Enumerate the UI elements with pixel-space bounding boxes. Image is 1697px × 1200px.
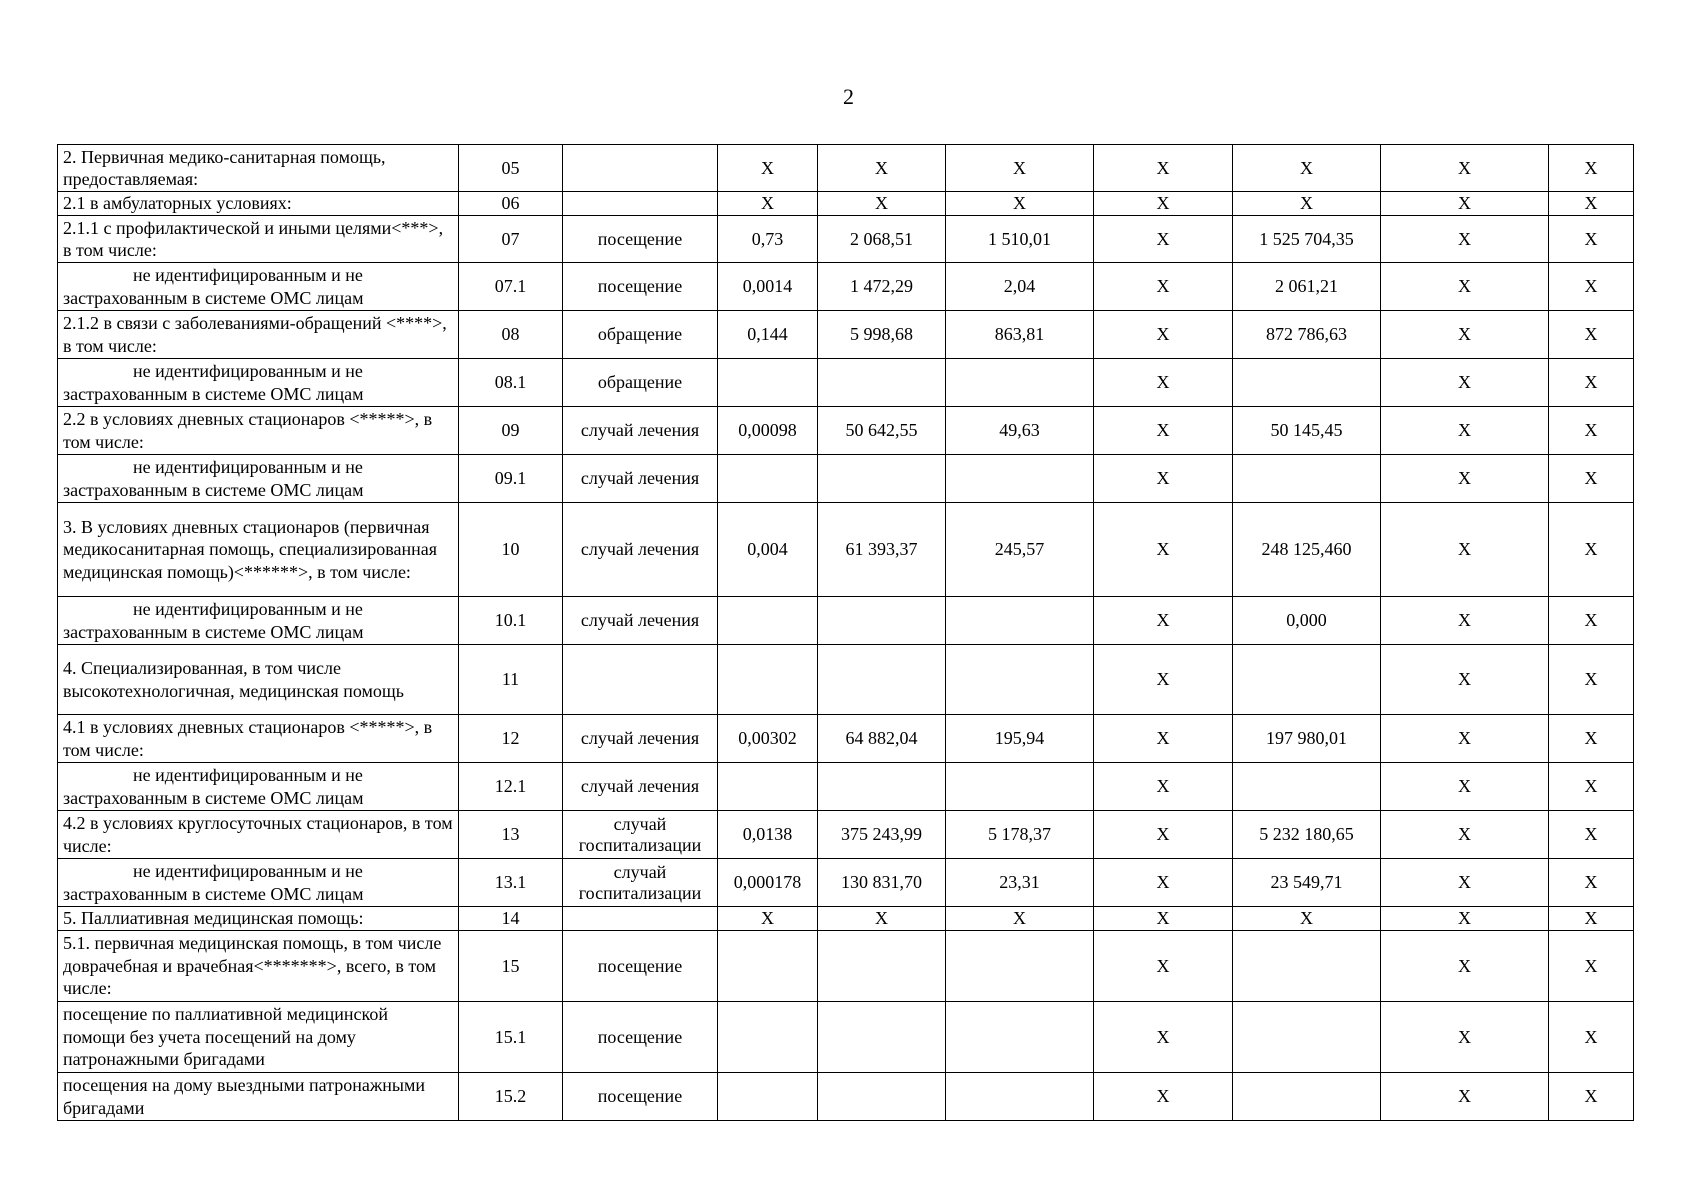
value-cell (946, 763, 1094, 811)
value-cell: X (1549, 859, 1634, 907)
value-cell: X (1381, 311, 1549, 359)
row-name-cell: 2.1.2 в связи с заболеваниями-обращений <****>, в том числе: (58, 311, 459, 359)
value-cell: X (1381, 1073, 1549, 1121)
value-cell: 0,73 (718, 216, 818, 263)
unit-cell: случай лечения (563, 455, 718, 503)
value-cell: 863,81 (946, 311, 1094, 359)
value-cell: X (1549, 311, 1634, 359)
value-cell: X (1381, 407, 1549, 455)
value-cell: X (1549, 145, 1634, 192)
value-cell (818, 359, 946, 407)
value-cell (718, 645, 818, 715)
value-cell: 375 243,99 (818, 811, 946, 859)
value-cell (818, 1002, 946, 1073)
value-cell (946, 931, 1094, 1002)
row-name-cell: не идентифицированным и не застрахованным в системе ОМС лицам (58, 859, 459, 907)
value-cell: X (1094, 145, 1233, 192)
table-row (58, 811, 1634, 859)
table-row (58, 503, 1634, 597)
table-row (58, 192, 1634, 216)
value-cell: 61 393,37 (818, 503, 946, 597)
table-row (58, 859, 1634, 907)
unit-cell (563, 645, 718, 715)
value-cell: X (1094, 931, 1233, 1002)
value-cell: X (1381, 455, 1549, 503)
row-code-cell: 14 (459, 907, 563, 931)
row-code-cell: 07 (459, 216, 563, 263)
row-name-cell: 4. Специализированная, в том числе высокотехнологичная, медицинская помощь (58, 645, 459, 715)
row-code-cell: 05 (459, 145, 563, 192)
row-name-cell: не идентифицированным и не застрахованным в системе ОМС лицам (58, 359, 459, 407)
program-volumes-table (57, 144, 1634, 1121)
table-row (58, 311, 1634, 359)
unit-cell (563, 192, 718, 216)
value-cell: X (818, 145, 946, 192)
table-row (58, 763, 1634, 811)
row-code-cell: 13 (459, 811, 563, 859)
value-cell: 0,000178 (718, 859, 818, 907)
row-code-cell: 10 (459, 503, 563, 597)
value-cell (1233, 359, 1381, 407)
value-cell: X (946, 145, 1094, 192)
value-cell (1233, 931, 1381, 1002)
row-code-cell: 10.1 (459, 597, 563, 645)
value-cell: X (1549, 216, 1634, 263)
value-cell: 1 525 704,35 (1233, 216, 1381, 263)
page-number: 2 (843, 84, 854, 109)
unit-cell: посещение (563, 931, 718, 1002)
unit-cell: случай лечения (563, 597, 718, 645)
value-cell: X (946, 192, 1094, 216)
row-code-cell: 07.1 (459, 263, 563, 311)
value-cell: X (1549, 931, 1634, 1002)
row-code-cell: 13.1 (459, 859, 563, 907)
unit-cell (563, 907, 718, 931)
value-cell (718, 597, 818, 645)
value-cell: 0,000 (1233, 597, 1381, 645)
value-cell: X (1381, 1002, 1549, 1073)
value-cell (1233, 1002, 1381, 1073)
value-cell: X (818, 907, 946, 931)
value-cell: 23 549,71 (1233, 859, 1381, 907)
value-cell: 1 472,29 (818, 263, 946, 311)
value-cell (1233, 455, 1381, 503)
value-cell: 64 882,04 (818, 715, 946, 763)
value-cell: X (1549, 1002, 1634, 1073)
row-name-cell: посещение по паллиативной медицинской помощи без учета посещений на дому патронажными бригадами (58, 1002, 459, 1073)
value-cell: X (1549, 811, 1634, 859)
value-cell (946, 359, 1094, 407)
unit-cell: случай лечения (563, 763, 718, 811)
value-cell (718, 763, 818, 811)
value-cell: X (1549, 503, 1634, 597)
value-cell (1233, 763, 1381, 811)
unit-cell: посещение (563, 263, 718, 311)
table-row (58, 931, 1634, 1002)
row-name-cell: не идентифицированным и не застрахованным в системе ОМС лицам (58, 597, 459, 645)
value-cell: 49,63 (946, 407, 1094, 455)
value-cell: X (1094, 859, 1233, 907)
table-row (58, 645, 1634, 715)
row-name-cell: 2.2 в условиях дневных стационаров <*****>, в том числе: (58, 407, 459, 455)
value-cell: X (1549, 192, 1634, 216)
row-name-cell: не идентифицированным и не застрахованным в системе ОМС лицам (58, 455, 459, 503)
value-cell: 0,004 (718, 503, 818, 597)
value-cell (818, 931, 946, 1002)
row-name-cell: 5.1. первичная медицинская помощь, в том числе доврачебная и врачебная<*******>, всего, в том числе: (58, 931, 459, 1002)
row-code-cell: 06 (459, 192, 563, 216)
value-cell: X (1381, 216, 1549, 263)
value-cell: X (1094, 811, 1233, 859)
table-row (58, 145, 1634, 192)
value-cell: X (1094, 1073, 1233, 1121)
value-cell: X (1094, 597, 1233, 645)
value-cell: 2 068,51 (818, 216, 946, 263)
table-row (58, 455, 1634, 503)
value-cell: X (1094, 407, 1233, 455)
value-cell (946, 1002, 1094, 1073)
value-cell: X (1094, 263, 1233, 311)
value-cell: X (718, 145, 818, 192)
value-cell: X (1094, 907, 1233, 931)
value-cell: X (1233, 907, 1381, 931)
value-cell: X (1094, 359, 1233, 407)
row-name-cell: 2. Первичная медико-санитарная помощь, предоставляемая: (58, 145, 459, 192)
value-cell: X (1549, 1073, 1634, 1121)
value-cell: X (1381, 359, 1549, 407)
unit-cell (563, 145, 718, 192)
value-cell: X (1094, 192, 1233, 216)
value-cell: X (1549, 359, 1634, 407)
value-cell: X (1381, 645, 1549, 715)
table-row (58, 907, 1634, 931)
unit-cell: обращение (563, 311, 718, 359)
value-cell (946, 645, 1094, 715)
row-name-cell: 3. В условиях дневных стационаров (первичная медикосанитарная помощь, специализированная медицинская помощь)<******>, в том числе: (58, 503, 459, 597)
unit-cell: посещение (563, 1073, 718, 1121)
value-cell: 5 232 180,65 (1233, 811, 1381, 859)
row-code-cell: 12.1 (459, 763, 563, 811)
unit-cell: посещение (563, 216, 718, 263)
unit-cell: случай госпитализации (563, 859, 718, 907)
value-cell: X (1381, 597, 1549, 645)
value-cell: 130 831,70 (818, 859, 946, 907)
value-cell: 50 145,45 (1233, 407, 1381, 455)
value-cell: X (1094, 1002, 1233, 1073)
value-cell: 2,04 (946, 263, 1094, 311)
row-code-cell: 15.2 (459, 1073, 563, 1121)
value-cell (718, 359, 818, 407)
value-cell: X (818, 192, 946, 216)
value-cell: X (1094, 645, 1233, 715)
value-cell: 2 061,21 (1233, 263, 1381, 311)
table-row (58, 407, 1634, 455)
value-cell: X (1094, 311, 1233, 359)
value-cell: X (1381, 811, 1549, 859)
value-cell: X (718, 192, 818, 216)
value-cell: X (1381, 715, 1549, 763)
value-cell (1233, 1073, 1381, 1121)
value-cell (718, 1002, 818, 1073)
value-cell (818, 455, 946, 503)
row-code-cell: 09.1 (459, 455, 563, 503)
value-cell: 248 125,460 (1233, 503, 1381, 597)
table-row (58, 1002, 1634, 1073)
value-cell (946, 455, 1094, 503)
table-row (58, 359, 1634, 407)
unit-cell: обращение (563, 359, 718, 407)
value-cell: X (1233, 192, 1381, 216)
row-code-cell: 15.1 (459, 1002, 563, 1073)
value-cell: X (1549, 715, 1634, 763)
value-cell: 5 998,68 (818, 311, 946, 359)
row-name-cell: 4.1 в условиях дневных стационаров <*****>, в том числе: (58, 715, 459, 763)
value-cell: X (1549, 907, 1634, 931)
value-cell: 0,00302 (718, 715, 818, 763)
value-cell (718, 455, 818, 503)
value-cell: 0,144 (718, 311, 818, 359)
value-cell: 50 642,55 (818, 407, 946, 455)
value-cell: X (1094, 216, 1233, 263)
table-row (58, 263, 1634, 311)
value-cell: X (1094, 715, 1233, 763)
value-cell: X (718, 907, 818, 931)
row-name-cell: не идентифицированным и не застрахованным в системе ОМС лицам (58, 763, 459, 811)
value-cell (818, 645, 946, 715)
value-cell: X (1094, 503, 1233, 597)
value-cell: X (1381, 192, 1549, 216)
value-cell: X (1549, 645, 1634, 715)
value-cell: X (1549, 597, 1634, 645)
row-code-cell: 08.1 (459, 359, 563, 407)
unit-cell: случай лечения (563, 503, 718, 597)
table-row (58, 715, 1634, 763)
value-cell: 5 178,37 (946, 811, 1094, 859)
value-cell: X (1381, 503, 1549, 597)
value-cell (946, 1073, 1094, 1121)
value-cell (718, 1073, 818, 1121)
value-cell: X (1233, 145, 1381, 192)
value-cell (818, 763, 946, 811)
value-cell: X (1094, 763, 1233, 811)
value-cell: 195,94 (946, 715, 1094, 763)
row-name-cell: не идентифицированным и не застрахованным в системе ОМС лицам (58, 263, 459, 311)
value-cell: X (1549, 263, 1634, 311)
value-cell: X (1381, 859, 1549, 907)
row-name-cell: 2.1.1 с профилактической и иными целями<***>, в том числе: (58, 216, 459, 263)
value-cell: 0,0014 (718, 263, 818, 311)
row-code-cell: 09 (459, 407, 563, 455)
row-name-cell: 5. Паллиативная медицинская помощь: (58, 907, 459, 931)
row-name-cell: посещения на дому выездными патронажными бригадами (58, 1073, 459, 1121)
value-cell: 872 786,63 (1233, 311, 1381, 359)
value-cell: 23,31 (946, 859, 1094, 907)
value-cell: X (1381, 763, 1549, 811)
value-cell: X (1094, 455, 1233, 503)
value-cell: 0,0138 (718, 811, 818, 859)
row-code-cell: 15 (459, 931, 563, 1002)
value-cell: X (1549, 763, 1634, 811)
value-cell (818, 597, 946, 645)
unit-cell: случай лечения (563, 715, 718, 763)
value-cell: X (1381, 931, 1549, 1002)
value-cell: 0,00098 (718, 407, 818, 455)
unit-cell: случай госпитализации (563, 811, 718, 859)
value-cell: 245,57 (946, 503, 1094, 597)
table-row (58, 597, 1634, 645)
value-cell (718, 931, 818, 1002)
value-cell: X (1381, 145, 1549, 192)
unit-cell: посещение (563, 1002, 718, 1073)
value-cell: X (1549, 455, 1634, 503)
value-cell: X (1381, 907, 1549, 931)
row-name-cell: 4.2 в условиях круглосуточных стационаров, в том числе: (58, 811, 459, 859)
value-cell: X (1549, 407, 1634, 455)
row-name-cell: 2.1 в амбулаторных условиях: (58, 192, 459, 216)
row-code-cell: 11 (459, 645, 563, 715)
value-cell: X (1381, 263, 1549, 311)
value-cell: 1 510,01 (946, 216, 1094, 263)
value-cell (1233, 645, 1381, 715)
table-row (58, 216, 1634, 263)
value-cell: 197 980,01 (1233, 715, 1381, 763)
row-code-cell: 12 (459, 715, 563, 763)
unit-cell: случай лечения (563, 407, 718, 455)
value-cell (946, 597, 1094, 645)
value-cell: X (946, 907, 1094, 931)
row-code-cell: 08 (459, 311, 563, 359)
table-row (58, 1073, 1634, 1121)
value-cell (818, 1073, 946, 1121)
